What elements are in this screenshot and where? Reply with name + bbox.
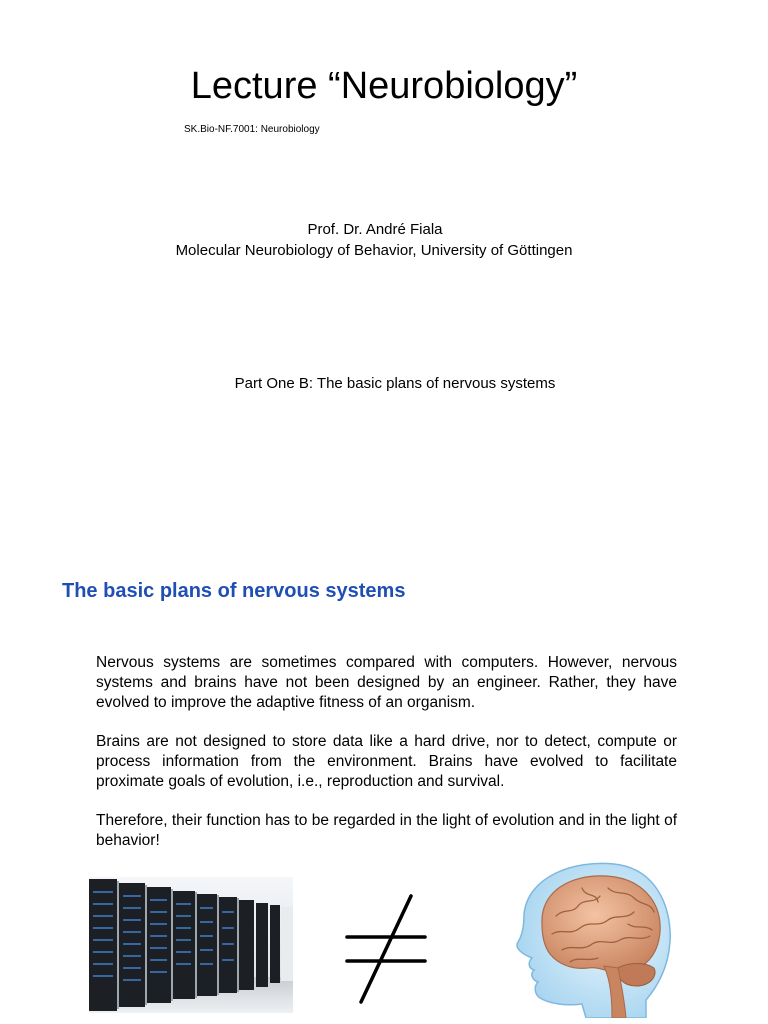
- lecture-title: Lecture “Neurobiology”: [190, 65, 578, 107]
- course-code: SK.Bio-NF.7001: Neurobiology: [184, 124, 320, 135]
- paragraph-evolution: Therefore, their function has to be regarded in the light of evolution and in the light of behavior!: [96, 812, 677, 849]
- paragraph-brains: Brains are not designed to store data like a hard drive, nor to detect, compute or process information from the environment. Brains have evolved to facilitate proximate goals of evolution, i.e., reproduction and survival.: [96, 733, 677, 790]
- paragraph-computers: Nervous systems are sometimes compared with computers. However, nervous systems and brains have not been designed by an engineer. Rather, they have evolved to improve the adaptive fitness of an organism.: [96, 654, 677, 711]
- server-racks-image: [89, 877, 293, 1013]
- brain-head-image: [478, 858, 674, 1018]
- professor-name: Prof. Dr. André Fiala: [307, 221, 443, 238]
- section-heading: The basic plans of nervous systems: [62, 580, 406, 602]
- affiliation: Molecular Neurobiology of Behavior, University of Göttingen: [175, 242, 573, 259]
- part-subtitle: Part One B: The basic plans of nervous systems: [234, 375, 556, 392]
- not-equal-icon: [345, 893, 427, 1005]
